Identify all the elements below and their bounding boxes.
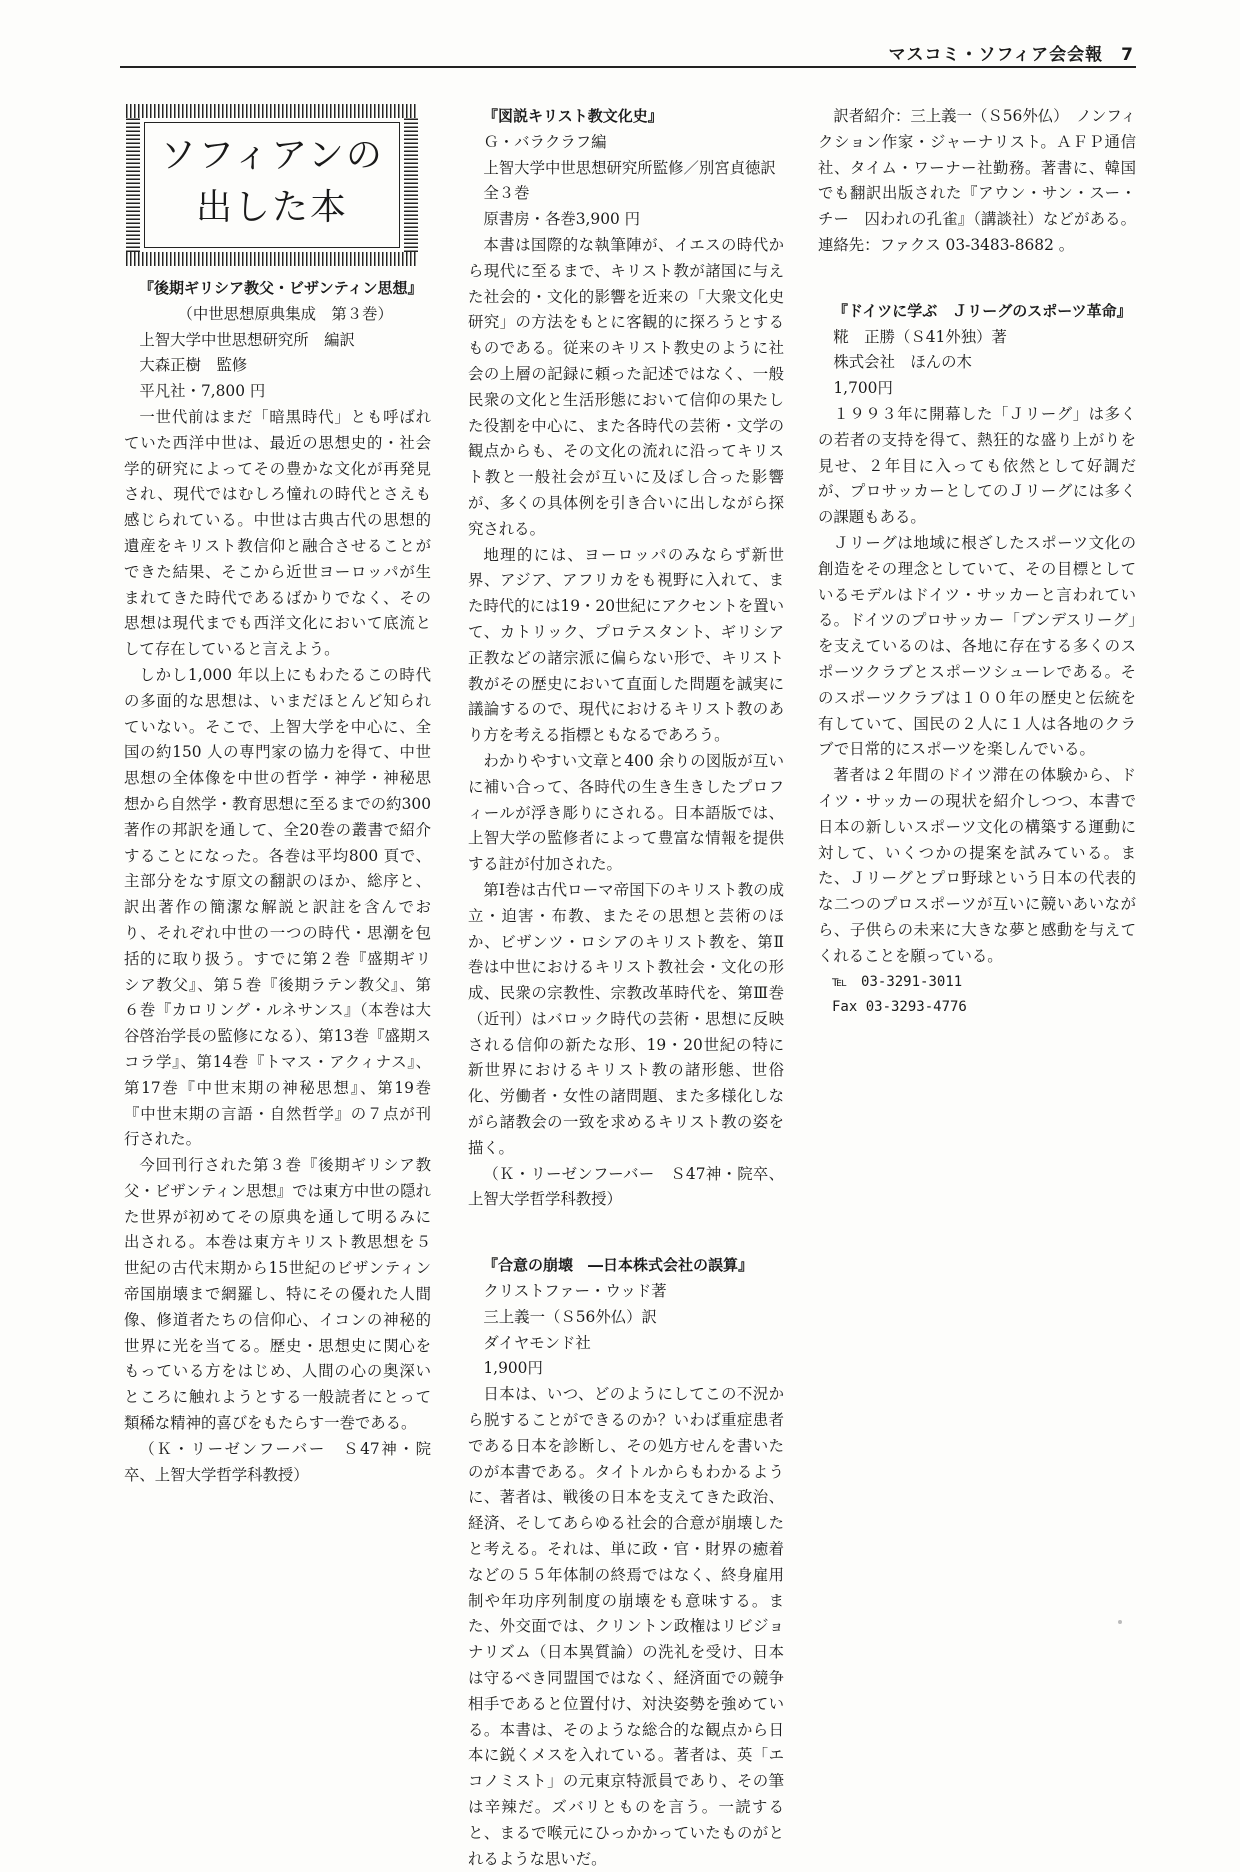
column-1 (124, 104, 431, 1694)
book1-paragraph-1: 一世代前はまだ「暗黒時代」とも呼ばれていた西洋中世は、最近の思想史的・社会学的研究によってその豊かな文化が再発見され、現代ではむしろ憧れの時代とさえも感じられている。中世は古典古代の思想的遺産をキリスト教信仰と融合させることができた結果、そこから近世ヨーロッパが生まれてきた時代であるばかりでなく、その思想は現代までも西洋文化において底流として存在していると言えよう。 (124, 407, 431, 659)
column-3 (818, 104, 1136, 1694)
book3-paragraph-2: 訳者紹介：三上義一（Ｓ56外仏） ノンフィクション作家・ジャーナリスト。ＡＦＰ通信社、タイム・ワーナー社勤務。著書に、韓国でも翻訳出版された『アウン・サン・スー・チー 囚われの孔雀』（講談社）などがある。連絡先：ファクス 03-3483-8682 。 (818, 107, 1136, 254)
book4-publisher: 株式会社 ほんの木 (833, 353, 972, 372)
book2-paragraph-1: 本書は国際的な執筆陣が、イエスの時代から現代に至るまで、キリスト教が諸国に与えた社会的・文化的影響を近来の「大衆文化史研究」の方法をもとに客観的に探ろうとするものである。従来のキリスト教史のように社会の上層の記録に頼った記述ではなく、一般民衆の文化と生活形態において信仰の果たした役割を中心に、また各時代の芸術・文学の観点からも、その文化の流れに沿ってキリスト教と一般社会が互いに及ぼし合った影響が、多くの具体例を引き合いに出しながら探究される。 (468, 235, 784, 538)
book3-paragraph-1: 日本は、いつ、どのようにしてこの不況から脱することができるのか？いわば重症患者である日本を診断し、その処方せんを書いたのが本書である。タイトルからもわかるように、著者は、戦後の日本を支えてきた政治、経済、そしてあらゆる社会的合意が崩壊したと考える。それは、単に政・官・財界の癒着などの５５年体制の終焉ではなく、終身雇用制や年功序列制度の崩壊をも意味する。また、外交面では、クリントン政権はリビジョナリズム（日本異質論）の洗礼を受け、日本は守るべき同盟国ではなく、経済面での競争相手であると位置付け、対決姿勢を強めている。本書は、そのような総合的な観点から日本に鋭くメスを入れている。著者は、英「エコノミスト」の元東京特派員であり、その筆は辛辣だ。ズバリとものを言う。一読すると、まるで喉元にひっかかっていたものがとれるような思いだ。 (468, 1385, 784, 1868)
book2-volumes: 全３巻 (483, 184, 530, 203)
feature-title (144, 130, 400, 234)
book1-paragraph-2: しかし1,000 年以上にもわたるこの時代の多面的な思想は、いまだほとんど知られていない。そこで、上智大学を中心に、全国の約150 人の専門家の協力を得て、中世思想の全体像を中世の哲学・神学・神秘思想から自然学・教育思想に至るまでの約300 著作の邦訳を通して、全20巻の叢書で紹介することになった。各巻は平均800 頁で、主部分をなす原文の翻訳のほか、総序と、訳出著作の簡潔な解説と訳註を含んでおり、それぞれ中世の一つの時代・思潮を包括的に取り扱う。すでに第２巻『盛期ギリシア教父』、第５巻『後期ラテン教父』、第６巻『カロリング・ルネサンス』（本巻は大谷啓治学長の監修になる）、第13巻『盛期スコラ学』、第14巻『トマス・アクィナス』、第17巻『中世末期の神秘思想』、第19巻『中世末期の言語・自然哲学』の７点が刊行された。 (124, 665, 431, 1149)
book4-paragraph-2: Ｊリーグは地域に根ざしたスポーツ文化の創造をその理念としていて、その目標としているモデルはドイツ・サッカーと言われている。ドイツのプロサッカー「ブンデスリーグ」を支えているのは、各地に存在する多くのスポーツクラブとスポーツシューレである。そのスポーツクラブは１００年の歴史と伝統を有していて、国民の２人に１人は各地のクラブで日常的にスポーツを楽しんでいる。 (818, 533, 1136, 759)
book3-author: クリストファー・ウッド著 (483, 1282, 667, 1301)
book2-credit: （Ｋ・リーゼンフーバー Ｓ47神・院卒、上智大学哲学科教授） (468, 1164, 784, 1209)
book2-editor: Ｇ・バラクラフ編 (483, 132, 607, 151)
book4-fax: Fax 03-3293-4776 (832, 999, 967, 1016)
book3-price: 1,900円 (483, 1359, 543, 1378)
book2-translator: 上智大学中世思想研究所監修／別宮貞徳訳 (483, 158, 776, 177)
book1-series: （中世思想原典集成 第３巻） (177, 304, 393, 323)
book4-title: 『ドイツに学ぶ Ｊリーグのスポーツ革命』 (833, 301, 1132, 320)
book4-paragraph-3: 著者は２年間のドイツ滞在の体験から、ドイツ・サッカーの現状を紹介しつつ、本書で日本の新しいスポーツ文化の構築する運動に対して、いくつかの提案を試みている。また、Ｊリーグとプロ野球という日本の代表的な二つのプロスポーツが互いに競いあいながら、子供らの未来に大きな夢と感動を与えてくれることを願っている。 (818, 766, 1136, 965)
book1-translator: 上智大学中世思想研究所 編訳 (139, 330, 355, 349)
feature-title-box (126, 104, 418, 266)
newsletter-header: マスコミ・ソフィア会会報 7 (888, 45, 1134, 65)
book2-paragraph-4: 第Ⅰ巻は古代ローマ帝国下のキリスト教の成立・迫害・布教、またその思想と芸術のほか、ビザンツ・ロシアのキリスト教を、第Ⅱ巻は中世におけるキリスト教社会・文化の形成、民衆の宗教性、宗教改革時代を、第Ⅲ巻（近刊）はバロック時代の芸術・思想に反映される信仰の新たな形、19・20世紀の特に新世界におけるキリスト教の諸形態、世俗化、労働者・女性の諸問題、また多様化しながら諸教会の一致を求めるキリスト教の姿を描く。 (468, 880, 784, 1157)
book4-tel: ℡ 03-3291-3011 (832, 973, 963, 990)
book2-paragraph-3: わかりやすい文章と400 余りの図版が互いに補い合って、各時代の生き生きしたプロフィールが浮き彫りにされる。日本語版では、上智大学の監修者によって豊富な情報を提供する註が付加された。 (468, 751, 784, 874)
book1-paragraph-3: 今回刊行された第３巻『後期ギリシア教父・ビザンティン思想』では東方中世の隠れた世界が初めてその原典を通して明るみに出される。本巻は東方キリスト教思想を５世紀の古代末期から15世紀のビザンティン帝国崩壊まで網羅し、特にその優れた人間像、修道者たちの信仰心、イコンの神秘的世界に光を当てる。歴史・思想史に関心をもっている方をはじめ、人間の心の奥深いところに触れようとする一般読者にとって類稀な精神的喜びをもたらす一巻である。 (124, 1156, 431, 1433)
feature-title-line2: 出した本 (195, 187, 348, 228)
book1-supervisor: 大森正樹 監修 (139, 356, 248, 375)
book4-author: 糀 正勝（Ｓ41外独）著 (833, 327, 1007, 346)
header-rule (120, 66, 1136, 68)
book3-title: 『合意の崩壊 ―日本株式会社の誤算』 (483, 1256, 754, 1275)
column-2 (468, 104, 784, 1868)
feature-title-line1: ソフィアンの (160, 135, 384, 176)
book3-translator: 三上義一（Ｓ56外仏）訳 (483, 1307, 657, 1326)
book1-credit: （Ｋ・リーゼンフーバー Ｓ47神・院卒、上智大学哲学科教授） (124, 1439, 431, 1484)
book2-title: 『図説キリスト教文化史』 (483, 107, 663, 125)
book1-title: 『後期ギリシア教父・ビザンティン思想』 (139, 279, 423, 297)
book2-publisher: 原書房・各巻3,900 円 (483, 210, 641, 229)
book2-paragraph-2: 地理的には、ヨーロッパのみならず新世界、アジア、アフリカをも視野に入れて、また時代的には19・20世紀にアクセントを置いて、カトリック、プロテスタント、ギリシア正教などの諸宗派に偏らない形で、キリスト教がその歴史において直面した問題を誠実に議論するので、現代におけるキリスト教のあり方を考える指標ともなるであろう。 (468, 545, 784, 745)
book4-price: 1,700円 (833, 379, 893, 398)
scan-speck (1118, 1620, 1122, 1624)
book4-paragraph-1: １９９３年に開幕した「Ｊリーグ」は多くの若者の支持を得て、熱狂的な盛り上がりを見せ、２年目に入っても依然として好調だが、プロサッカーとしてのＪリーグには多くの課題もある。 (818, 404, 1136, 527)
book3-publisher: ダイヤモンド社 (483, 1333, 591, 1352)
book1-publisher: 平凡社・7,800 円 (139, 382, 266, 401)
